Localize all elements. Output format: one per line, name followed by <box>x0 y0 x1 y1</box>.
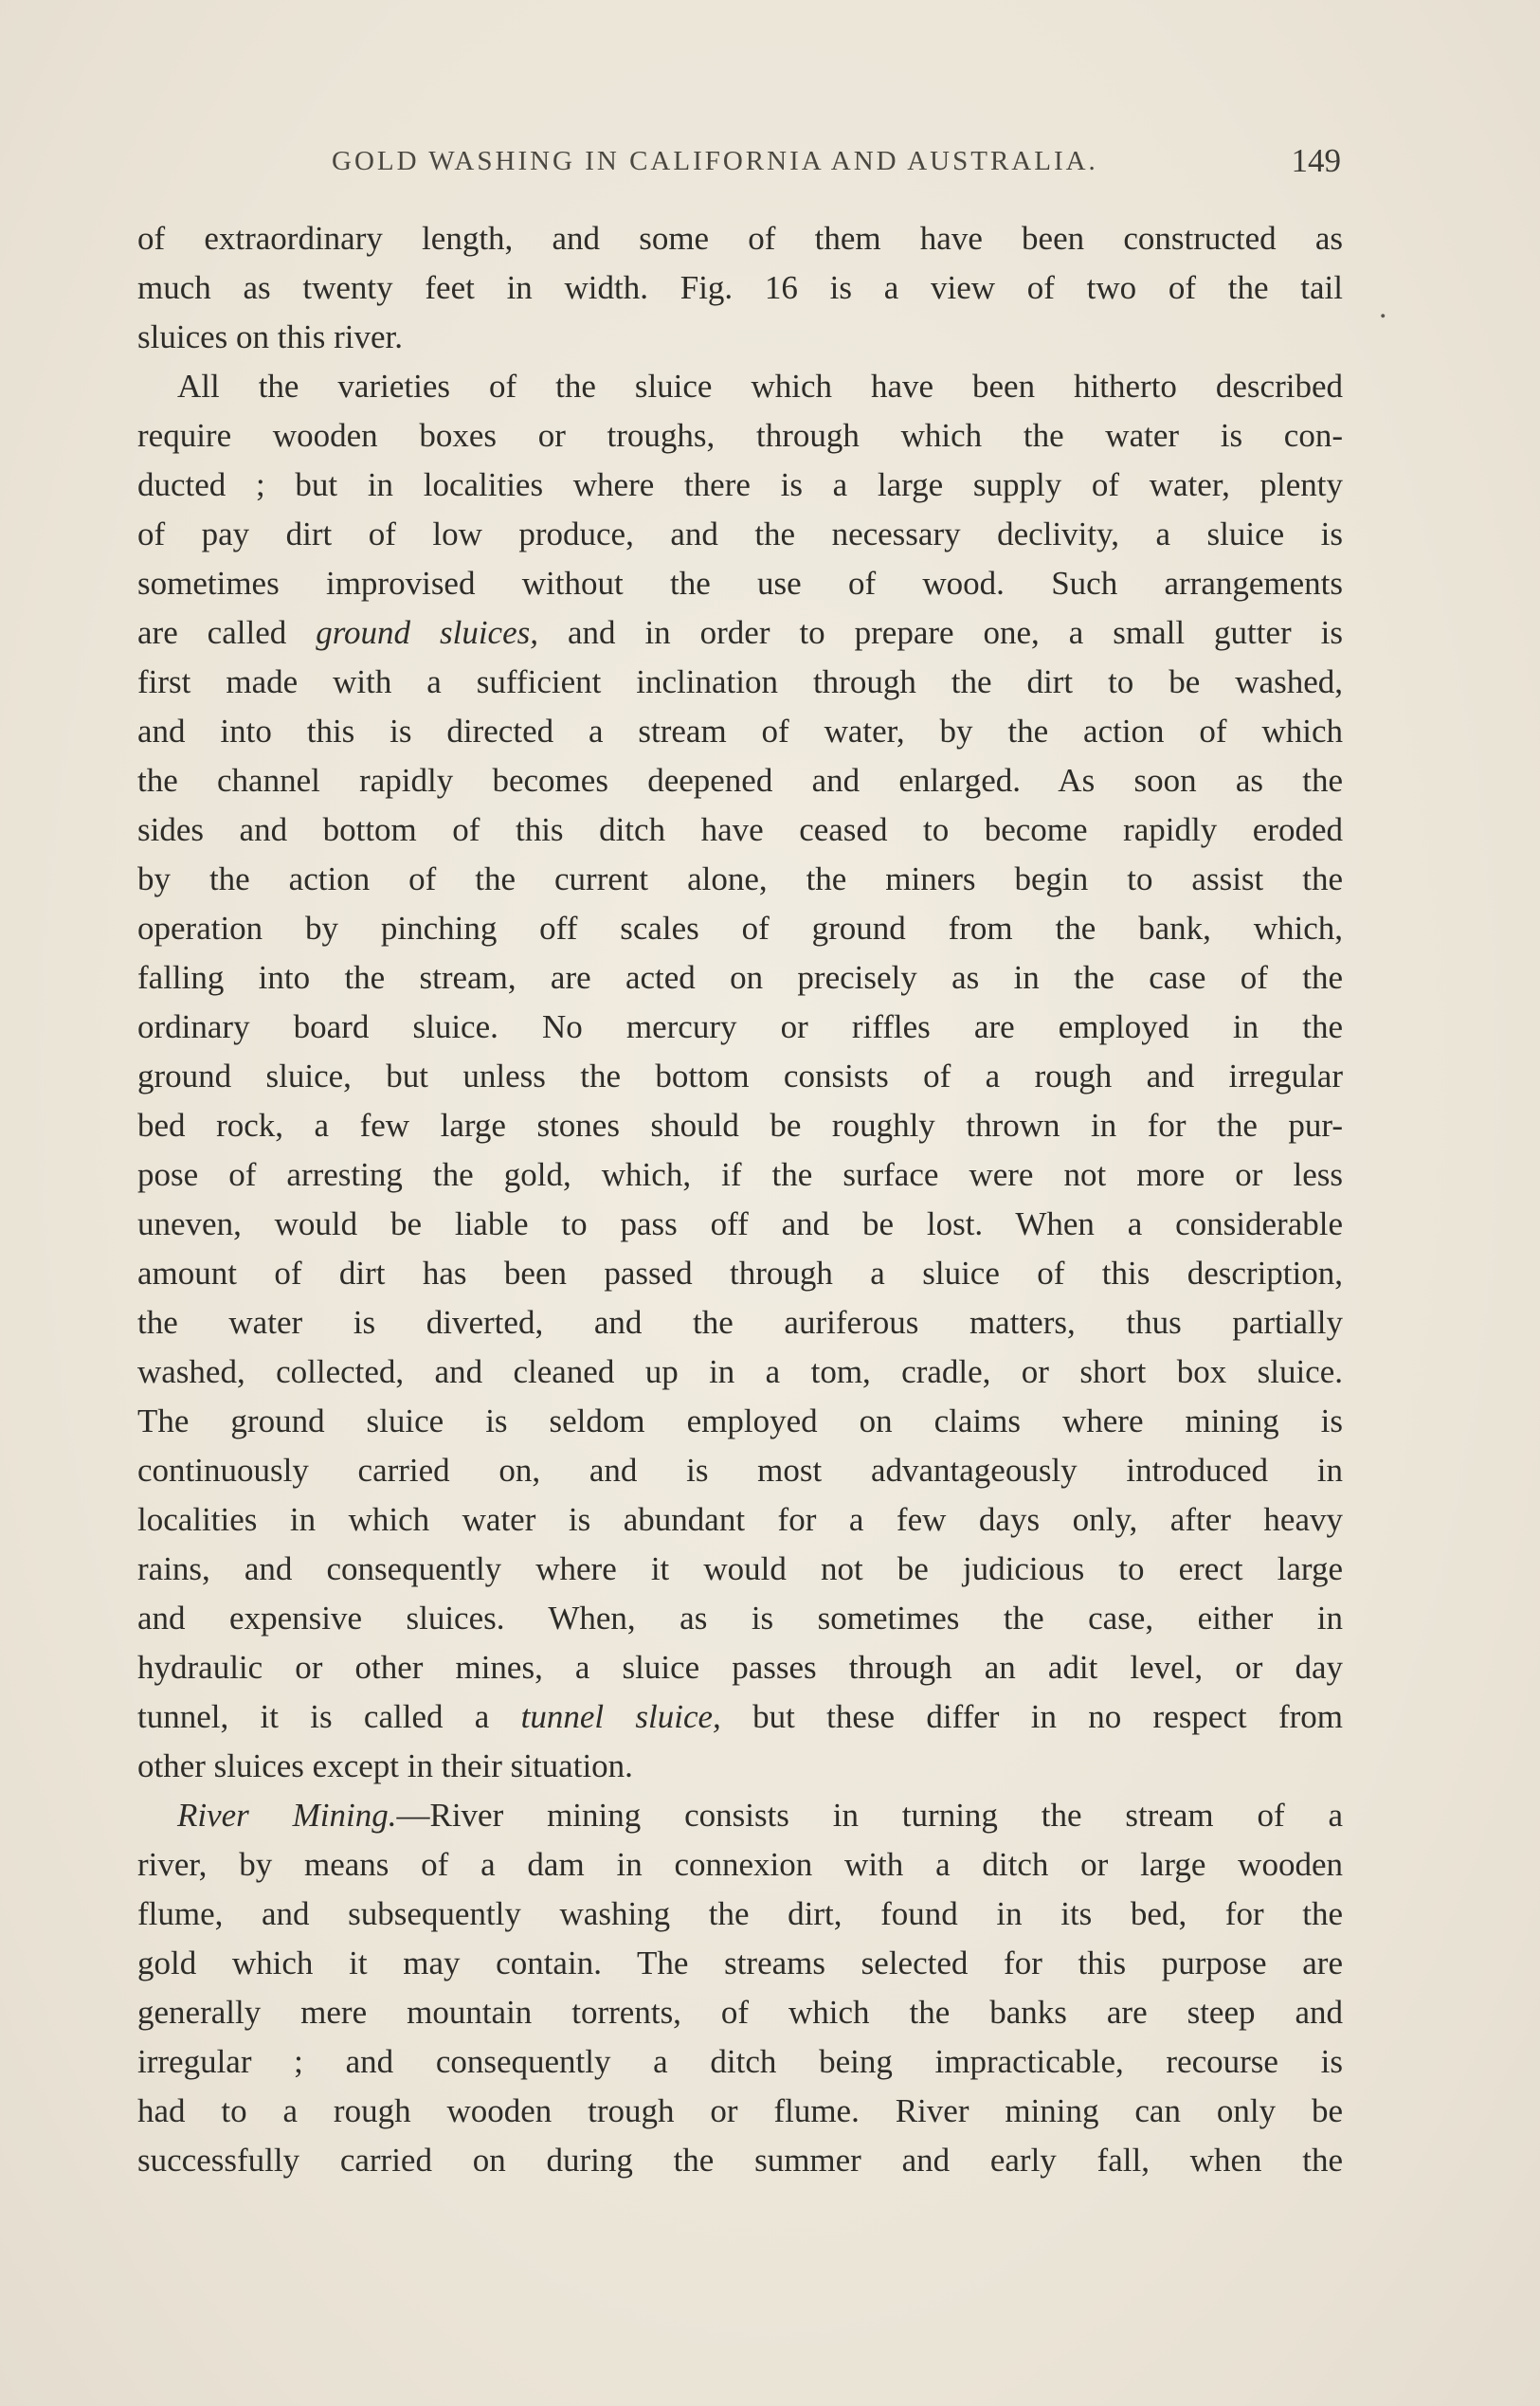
section-heading-italic: River Mining. <box>177 1797 397 1834</box>
text-line: first made with a sufficient inclination through the dirt to be washed, <box>137 663 1343 700</box>
text-line: bed rock, a few large stones should be roughly thrown in for the pur- <box>137 1107 1343 1144</box>
text-line: river, by means of a dam in connexion with a ditch or large wooden <box>137 1846 1343 1883</box>
page-header <box>137 142 1341 190</box>
text-line: irregular ; and consequently a ditch being impracticable, recourse is <box>137 2043 1343 2080</box>
text-line: sides and bottom of this ditch have ceased to become rapidly eroded <box>137 811 1343 848</box>
text-line <box>137 1692 1343 1742</box>
text-line: and into this is directed a stream of water, by the action of which <box>137 713 1343 750</box>
italic-term: ground sluices, <box>316 614 538 651</box>
text-line: continuously carried on, and is most advantageously introduced in <box>137 1452 1343 1489</box>
text-line: successfully carried on during the summer and early fall, when the <box>137 2142 1343 2179</box>
text-line: require wooden boxes or troughs, through which the water is con- <box>137 417 1343 454</box>
italic-term: tunnel sluice, <box>520 1698 721 1735</box>
text-line: the water is diverted, and the auriferous matters, thus partially <box>137 1304 1343 1341</box>
text-line <box>137 608 1343 658</box>
text-line: and expensive sluices. When, as is sometimes the case, either in <box>137 1600 1343 1637</box>
running-head: GOLD WASHING IN CALIFORNIA AND AUSTRALIA. <box>332 146 1098 176</box>
text-line: operation by pinching off scales of ground from the bank, which, <box>137 910 1343 947</box>
text-line: flume, and subsequently washing the dirt, found in its bed, for the <box>137 1895 1343 1932</box>
text-line: rains, and consequently where it would not be judicious to erect large <box>137 1550 1343 1587</box>
text-line: The ground sluice is seldom employed on claims where mining is <box>137 1402 1343 1439</box>
paragraph-start-line <box>137 1791 1343 1840</box>
line-text: tunnel, it is called a <box>137 1698 521 1735</box>
text-line: amount of dirt has been passed through a sluice of this description, <box>137 1255 1343 1292</box>
text-line: had to a rough wooden trough or flume. River mining can only be <box>137 2092 1343 2129</box>
text-line: pose of arresting the gold, which, if the surface were not more or less <box>137 1156 1343 1193</box>
text-line: by the action of the current alone, the miners begin to assist the <box>137 860 1343 897</box>
text-line: much as twenty feet in width. Fig. 16 is a view of two of the tail <box>137 269 1343 306</box>
line-text: but these differ in no respect from <box>720 1698 1343 1735</box>
text-line: the channel rapidly becomes deepened and enlarged. As soon as the <box>137 762 1343 799</box>
text-line: sometimes improvised without the use of wood. Such arrangements <box>137 565 1343 602</box>
text-line: washed, collected, and cleaned up in a tom, cradle, or short box sluice. <box>137 1353 1343 1390</box>
text-line: generally mere mountain torrents, of which the banks are steep and <box>137 1994 1343 2031</box>
line-text: —River mining consists in turning the stream of a <box>396 1797 1343 1834</box>
text-line: hydraulic or other mines, a sluice passes through an adit level, or day <box>137 1649 1343 1686</box>
line-text: and in order to prepare one, a small gutter is <box>538 614 1343 651</box>
text-line: other sluices except in their situation. <box>137 1747 633 1784</box>
text-line: falling into the stream, are acted on precisely as in the case of the <box>137 959 1343 996</box>
text-line: of extraordinary length, and some of them have been constructed as <box>137 220 1343 257</box>
text-line: uneven, would be liable to pass off and be lost. When a considerable <box>137 1205 1343 1242</box>
text-line: gold which it may contain. The streams selected for this purpose are <box>137 1945 1343 1981</box>
text-line: sluices on this river. <box>137 318 403 355</box>
text-line: localities in which water is abundant for a few days only, after heavy <box>137 1501 1343 1538</box>
page-number: 149 <box>1291 142 1341 179</box>
line-text: are called <box>137 614 317 651</box>
text-line: ordinary board sluice. No mercury or riffles are employed in the <box>137 1008 1343 1045</box>
text-line: ground sluice, but unless the bottom consists of a rough and irregular <box>137 1058 1343 1094</box>
paragraph-start-line: All the varieties of the sluice which have been hitherto described <box>177 368 1343 405</box>
body-text <box>137 214 1343 2185</box>
text-line: ducted ; but in localities where there is a large supply of water, plenty <box>137 466 1343 503</box>
margin-mark: . <box>1379 290 1387 325</box>
text-line: of pay dirt of low produce, and the necessary declivity, a sluice is <box>137 516 1343 552</box>
